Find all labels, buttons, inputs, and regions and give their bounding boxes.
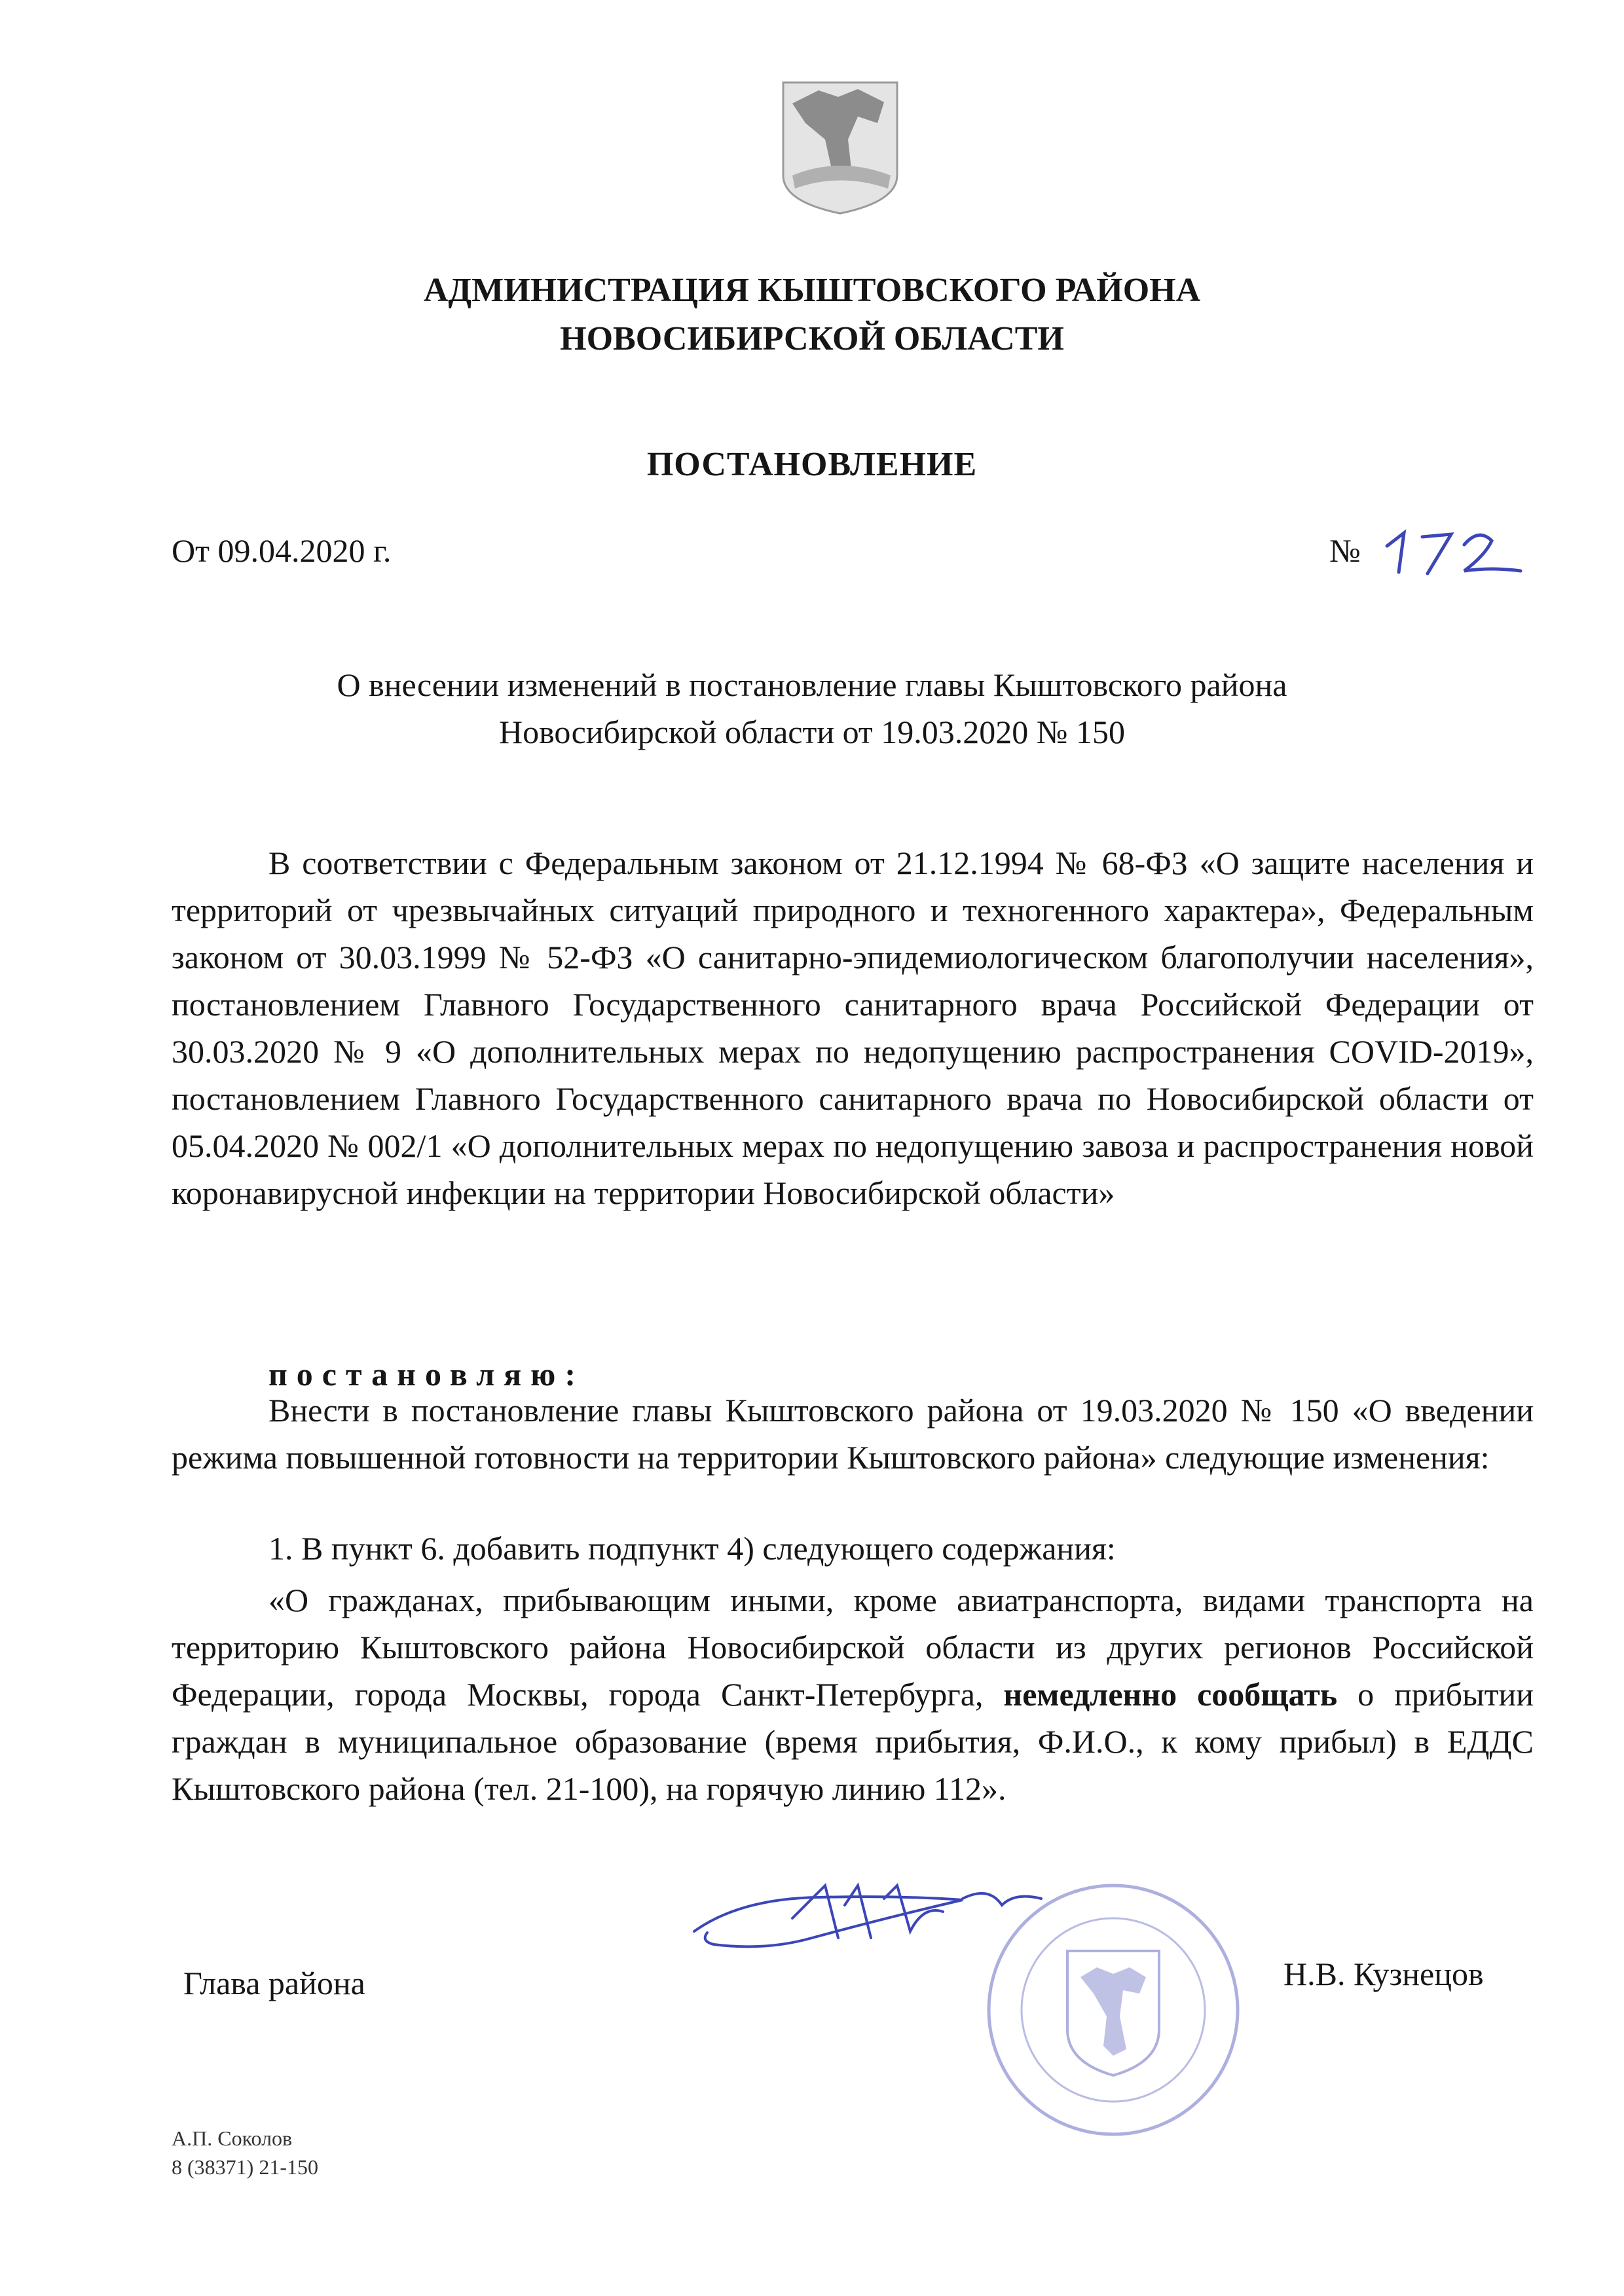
org-name-line1: АДМИНИСТРАЦИЯ КЫШТОВСКОГО РАЙОНА <box>423 272 1201 309</box>
amendment-text-paragraph <box>172 1576 1534 1812</box>
subject-line2: Новосибирской области от 19.03.2020 № 150 <box>498 714 1125 750</box>
document-date: От 09.04.2020 г. <box>172 532 392 569</box>
amendment-text-start: «О гражданах, прибывающим иными, кроме авиатранспорта, видами транспорта на территорию Кыштовского района Новосибирской области из других регионов Российской Федерации, города Москвы, города Санкт-Петербурга, <box>172 1582 1534 1713</box>
amendment-text-end: о прибытии граждан в муниципальное образование (время прибытия, Ф.И.О., к кому прибыл) в ЕДДС Кыштовского района (тел. 21-100), на горячую линию 112». <box>172 1676 1534 1807</box>
subject-line1: О внесении изменений в постановление главы Кыштовского района <box>337 666 1287 703</box>
preamble-paragraph: В соответствии с Федеральным законом от 21.12.1994 № 68-ФЗ «О защите населения и территорий от чрезвычайных ситуаций природного и техногенного характера», Федеральным законом от 30.03.1999 № 52-ФЗ «О санитарно-эпидемиологическом благополучии населения», постановлением Главного Государственного санитарного врача Российской Федерации от 30.03.2020 № 9 «О дополнительных мерах по недопущению распространения COVID-2019», постановлением Главного Государственного санитарного врача по Новосибирской области от 05.04.2020 № 002/1 «О дополнительных мерах по недопущению завоза и распространения новой коронавирусной инфекции на территории Новосибирской области» <box>172 845 1534 1211</box>
signatory-position: Глава района <box>183 1965 365 2001</box>
amendment-text-emphasis: немедленно сообщать <box>1003 1676 1338 1713</box>
org-name-line2: НОВОСИБИРСКОЙ ОБЛАСТИ <box>560 320 1064 357</box>
document-type-title: ПОСТАНОВЛЕНИЕ <box>646 446 978 483</box>
handwritten-signature-icon <box>688 1859 1074 1971</box>
document-number-label: № <box>1329 532 1361 569</box>
document-number-handwritten <box>1380 515 1531 580</box>
executor-name: А.П. Соколов <box>172 2126 293 2150</box>
amendment-item-1: 1. В пункт 6. добавить подпункт 4) следующего содержания: <box>268 1530 1116 1567</box>
signatory-name: Н.В. Кузнецов <box>1283 1956 1484 1992</box>
coat-of-arms-icon <box>779 77 901 217</box>
resolve-word: постановляю: <box>268 1356 585 1393</box>
document-subject <box>0 661 1624 756</box>
executor-info <box>172 2124 318 2181</box>
executor-phone: 8 (38371) 21-150 <box>172 2155 318 2179</box>
amendment-intro-paragraph: Внести в постановление главы Кыштовского района от 19.03.2020 № 150 «О введении режима повышенной готовности на территории Кыштовского района» следующие изменения: <box>172 1392 1534 1476</box>
